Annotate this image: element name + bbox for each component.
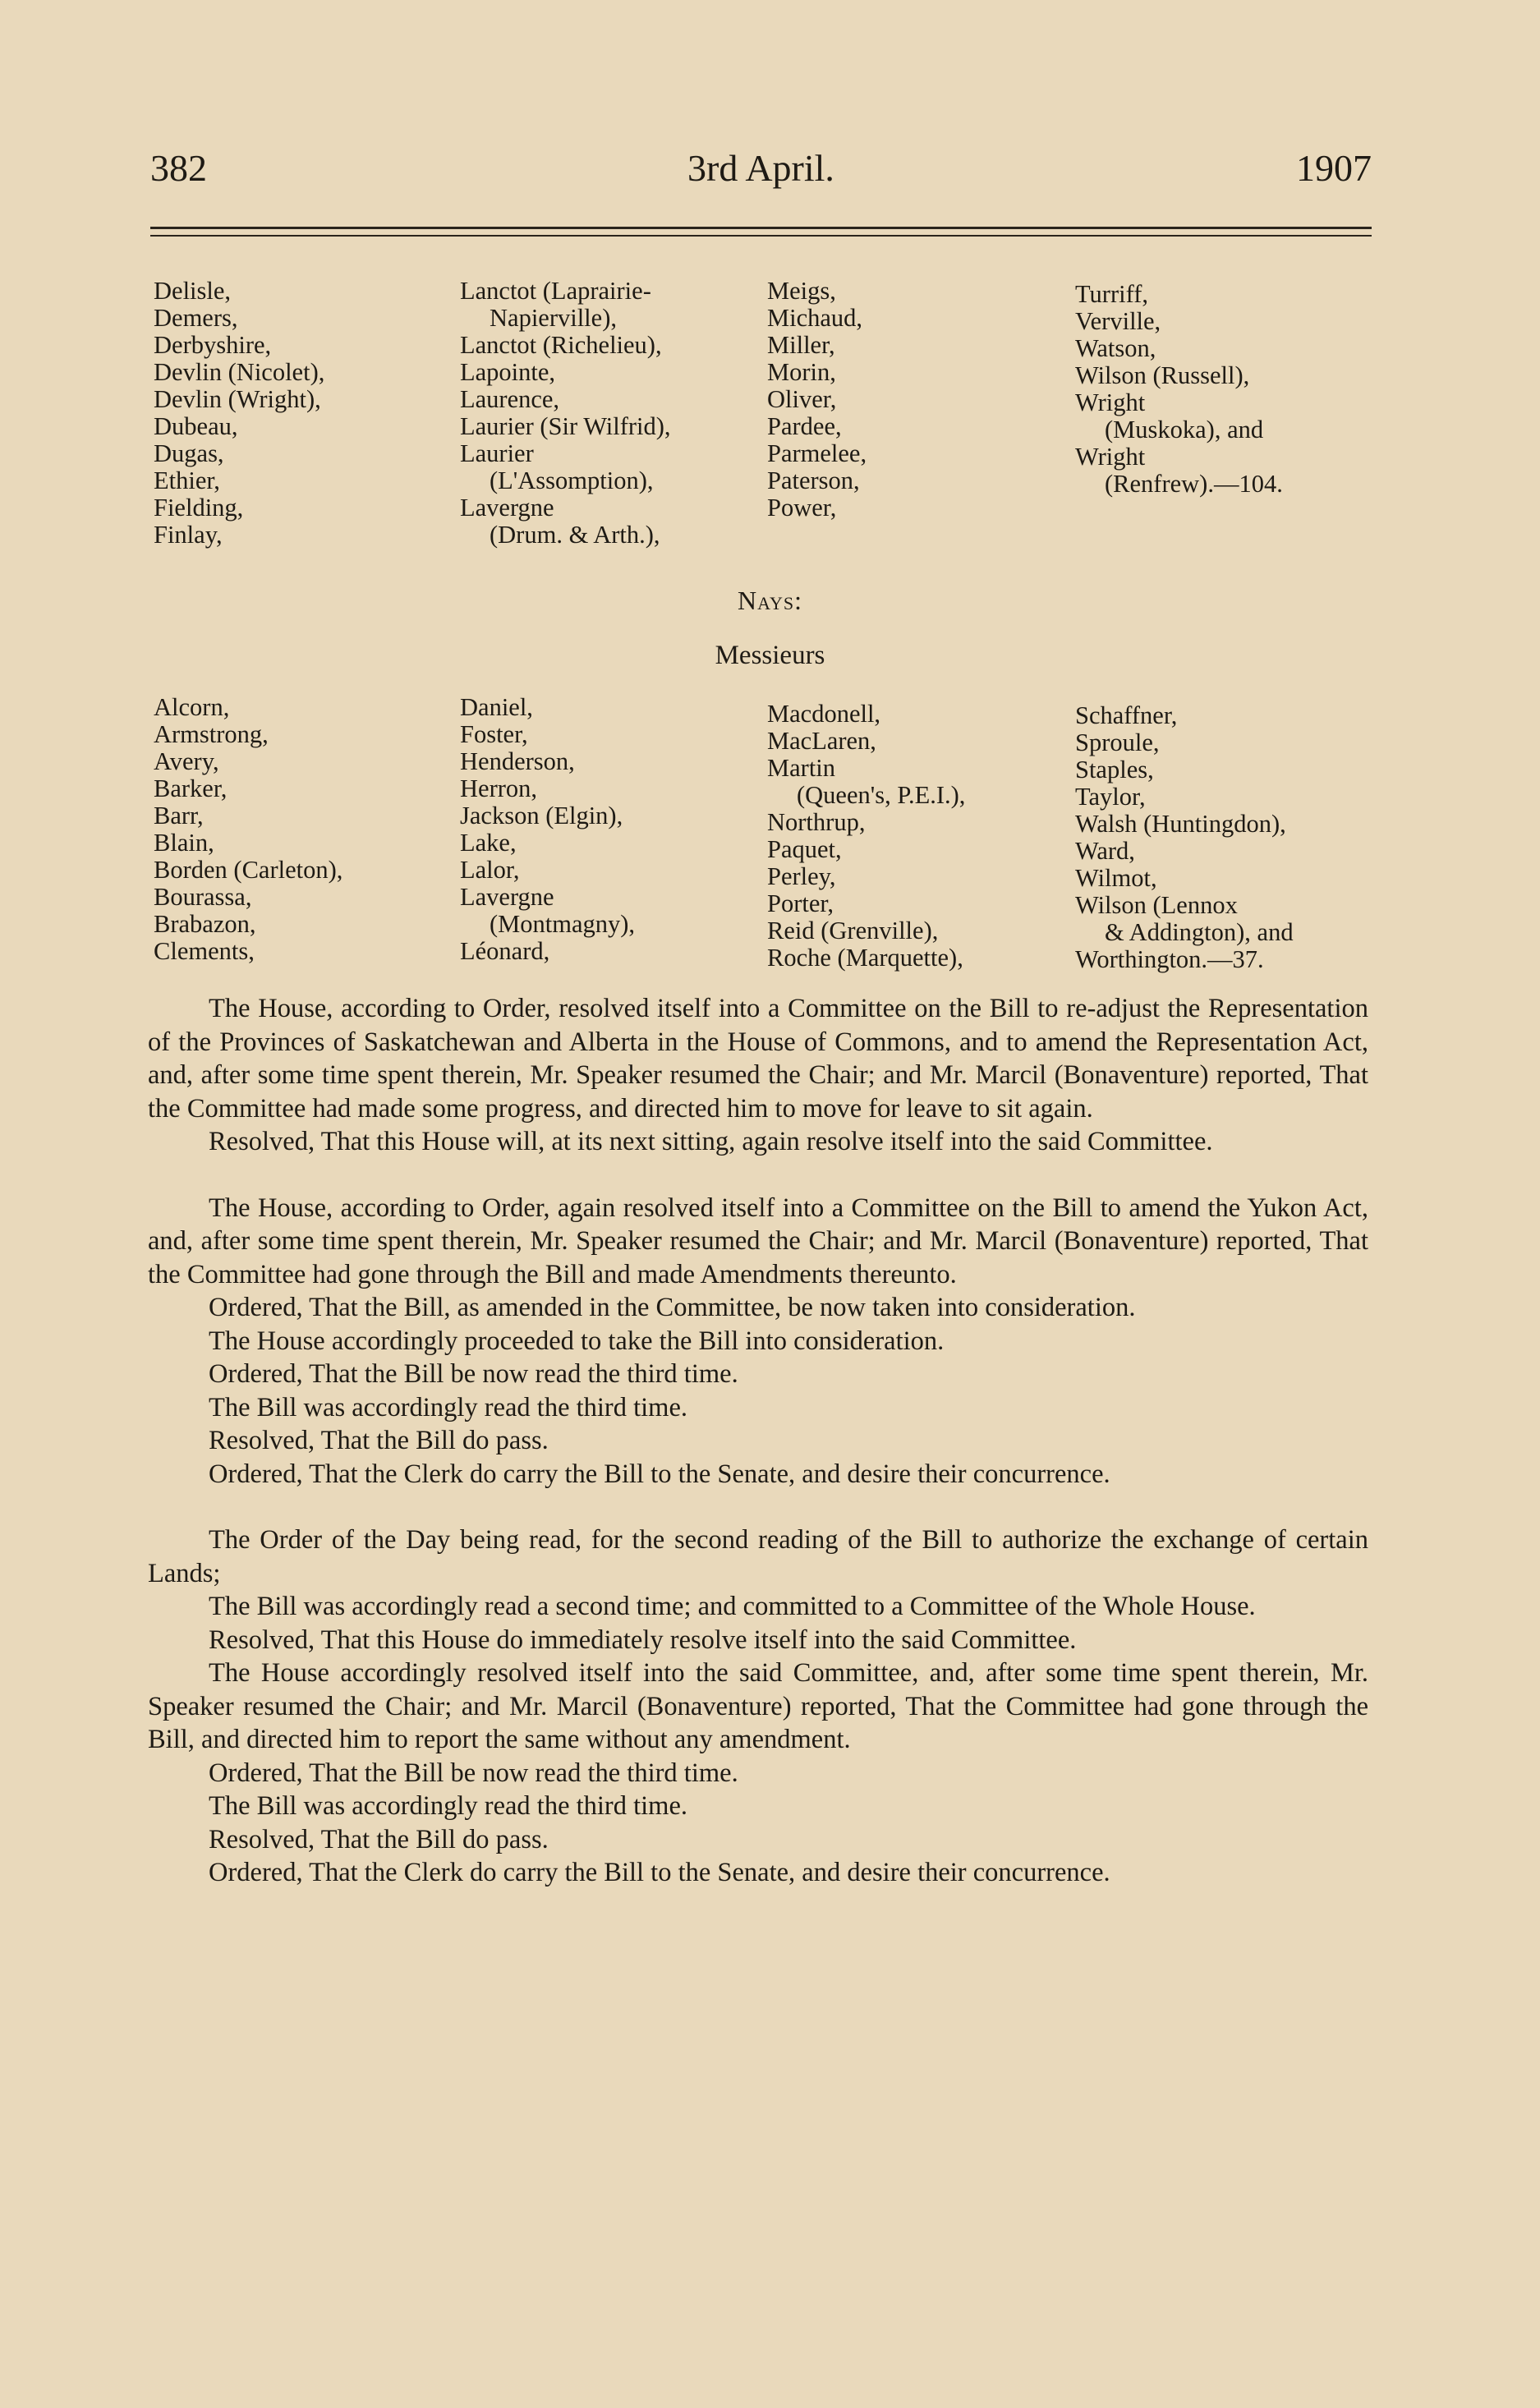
member-name: Wilson (Russell), (1075, 361, 1250, 389)
paragraph: Resolved, That this House will, at its next sitting, again resolve itself into the said Committee. (209, 1127, 1213, 1156)
member-name: Jackson (Elgin), (460, 802, 623, 829)
nays-column-2 (460, 694, 767, 973)
member-name: Schaffner, (1075, 701, 1178, 729)
member-name: (Montmagny), (490, 910, 636, 938)
member-name: Oliver, (767, 385, 837, 413)
member-name: Dubeau, (154, 412, 238, 440)
paragraph: Ordered, That the Clerk do carry the Bill to the Senate, and desire their concurrence. (209, 1858, 1110, 1887)
nays-heading: Nays: (738, 586, 802, 615)
member-name: Verville, (1075, 307, 1161, 335)
yeas-column-3 (767, 278, 1075, 549)
member-name: Wright (1075, 388, 1146, 416)
member-name: Roche (Marquette), (767, 944, 963, 972)
member-name: Paquet, (767, 835, 842, 863)
member-name: Reid (Grenville), (767, 917, 939, 944)
paragraph: The Order of the Day being read, for the second reading of the Bill to authorize the exchange of certain Lands; (148, 1525, 1368, 1588)
member-name: Henderson, (460, 747, 575, 775)
nays-column-1 (154, 694, 460, 973)
paragraph: Resolved, That this House do immediately resolve itself into the said Committee. (209, 1624, 1077, 1655)
member-name: Laurence, (460, 385, 560, 413)
yeas-column-1 (154, 278, 460, 549)
member-name: Fielding, (154, 494, 244, 522)
paragraph: The Bill was accordingly read the third time. (209, 1392, 688, 1422)
member-name: Derbyshire, (154, 331, 272, 359)
paragraph: The Bill was accordingly read a second time; and committed to a Committee of the Whole House. (209, 1592, 1256, 1621)
paragraph: The House accordingly proceeded to take the Bill into consideration. (209, 1326, 945, 1356)
yeas-list (154, 278, 1381, 549)
member-name: Blain, (154, 829, 214, 857)
member-name: Finlay, (154, 521, 223, 549)
member-name: Clements, (154, 937, 255, 965)
member-name: (Renfrew).—104. (1105, 470, 1283, 498)
member-name: Avery, (154, 747, 219, 775)
member-name: Macdonell, (767, 700, 881, 728)
member-name: Dugas, (154, 439, 224, 467)
member-name: Léonard, (460, 937, 550, 965)
member-name: Parmelee, (767, 439, 867, 467)
member-name: Alcorn, (154, 693, 230, 721)
member-name: Wilmot, (1075, 864, 1157, 892)
member-name: Perley, (767, 862, 836, 890)
yeas-column-4 (1075, 278, 1381, 549)
member-name: Watson, (1075, 334, 1156, 362)
member-name: Brabazon, (154, 910, 256, 938)
member-name: & Addington), and (1105, 918, 1294, 946)
member-name: Herron, (460, 774, 538, 802)
member-name: (Queen's, P.E.I.), (797, 781, 966, 809)
paragraph: Ordered, That the Clerk do carry the Bill to the Senate, and desire their concurrence. (209, 1459, 1110, 1489)
member-name: Lapointe, (460, 358, 556, 386)
member-name: Wilson (Lennox (1075, 891, 1238, 919)
header-rule-thin (150, 235, 1372, 237)
page-header (150, 146, 1372, 204)
member-name: Michaud, (767, 304, 863, 332)
member-name: Lavergne (460, 883, 554, 911)
nays-column-4 (1075, 694, 1381, 973)
member-name: Lanctot (Richelieu), (460, 331, 662, 359)
member-name: Lalor, (460, 856, 520, 884)
member-name: Porter, (767, 889, 834, 917)
paragraph: Resolved, That the Bill do pass. (209, 1824, 549, 1854)
member-name: Bourassa, (154, 883, 252, 911)
member-name: Laurier (460, 439, 534, 467)
member-name: Worthington.—37. (1075, 945, 1264, 973)
paragraph: The House, according to Order, resolved itself into a Committee on the Bill to re-adjust the Representation of the Provinces of Saskatchewan and Alberta in the House of Commons, and to amend the Representation Act, and, after some time spent therein, Mr. Speaker resumed the Chair; and Mr. Marcil (Bonaventure) reported, That the Committee had made some progress, and directed him to move for leave to sit again. (148, 994, 1368, 1124)
member-name: Napierville), (490, 304, 617, 332)
paragraph: Ordered, That the Bill be now read the third time. (209, 1758, 738, 1788)
member-name: Ethier, (154, 466, 220, 494)
member-name: Lavergne (460, 494, 554, 522)
member-name: Delisle, (154, 277, 232, 305)
member-name: Laurier (Sir Wilfrid), (460, 412, 671, 440)
member-name: Taylor, (1075, 783, 1146, 811)
page-year: 1907 (1296, 147, 1372, 189)
paragraph: The House accordingly resolved itself into the said Committee, and, after some time spent therein, Mr. Speaker resumed the Chair; and Mr. Marcil (Bonaventure) reported, That the Committee had gone through the Bill, and directed him to report the same without any amendment. (148, 1658, 1368, 1754)
member-name: Morin, (767, 358, 836, 386)
member-name: Walsh (Huntingdon), (1075, 810, 1286, 838)
member-name: (Muskoka), and (1105, 416, 1264, 443)
member-name: Sproule, (1075, 728, 1160, 756)
member-name: Borden (Carleton), (154, 856, 343, 884)
proceedings-text (148, 992, 1368, 1890)
paragraph: Resolved, That the Bill do pass. (209, 1426, 549, 1455)
member-name: Meigs, (767, 277, 836, 305)
member-name: Northrup, (767, 808, 866, 836)
member-name: Demers, (154, 304, 238, 332)
member-name: (L'Assomption), (490, 466, 654, 494)
member-name: Lanctot (Laprairie- (460, 277, 651, 305)
messieurs-heading: Messieurs (715, 641, 825, 670)
member-name: Armstrong, (154, 720, 269, 748)
member-name: (Drum. & Arth.), (490, 521, 660, 549)
nays-list (154, 694, 1381, 973)
member-name: Staples, (1075, 756, 1154, 784)
yeas-column-2 (460, 278, 767, 549)
member-name: Daniel, (460, 693, 533, 721)
member-name: Foster, (460, 720, 528, 748)
member-name: Pardee, (767, 412, 842, 440)
member-name: Lake, (460, 829, 517, 857)
paragraph: Ordered, That the Bill be now read the third time. (209, 1359, 738, 1389)
member-name: Miller, (767, 331, 835, 359)
member-name: Wright (1075, 443, 1146, 471)
paragraph: The Bill was accordingly read the third time. (209, 1791, 688, 1821)
member-name: Devlin (Wright), (154, 385, 321, 413)
member-name: Ward, (1075, 837, 1135, 865)
page-date: 3rd April. (687, 147, 834, 189)
nays-column-3 (767, 694, 1075, 973)
member-name: Barker, (154, 774, 228, 802)
member-name: Devlin (Nicolet), (154, 358, 325, 386)
member-name: MacLaren, (767, 727, 876, 755)
member-name: Martin (767, 754, 836, 782)
page-number: 382 (150, 147, 207, 189)
member-name: Power, (767, 494, 837, 522)
header-rule (150, 227, 1372, 229)
paragraph: The House, according to Order, again resolved itself into a Committee on the Bill to amend the Yukon Act, and, after some time spent therein, Mr. Speaker resumed the Chair; and Mr. Marcil (Bonaventure) reported, That the Committee had gone through the Bill and made Amendments thereunto. (148, 1193, 1368, 1289)
member-name: Paterson, (767, 466, 860, 494)
member-name: Barr, (154, 802, 204, 829)
member-name: Turriff, (1075, 280, 1148, 308)
paragraph: Ordered, That the Bill, as amended in the Committee, be now taken into consideration. (209, 1293, 1136, 1322)
